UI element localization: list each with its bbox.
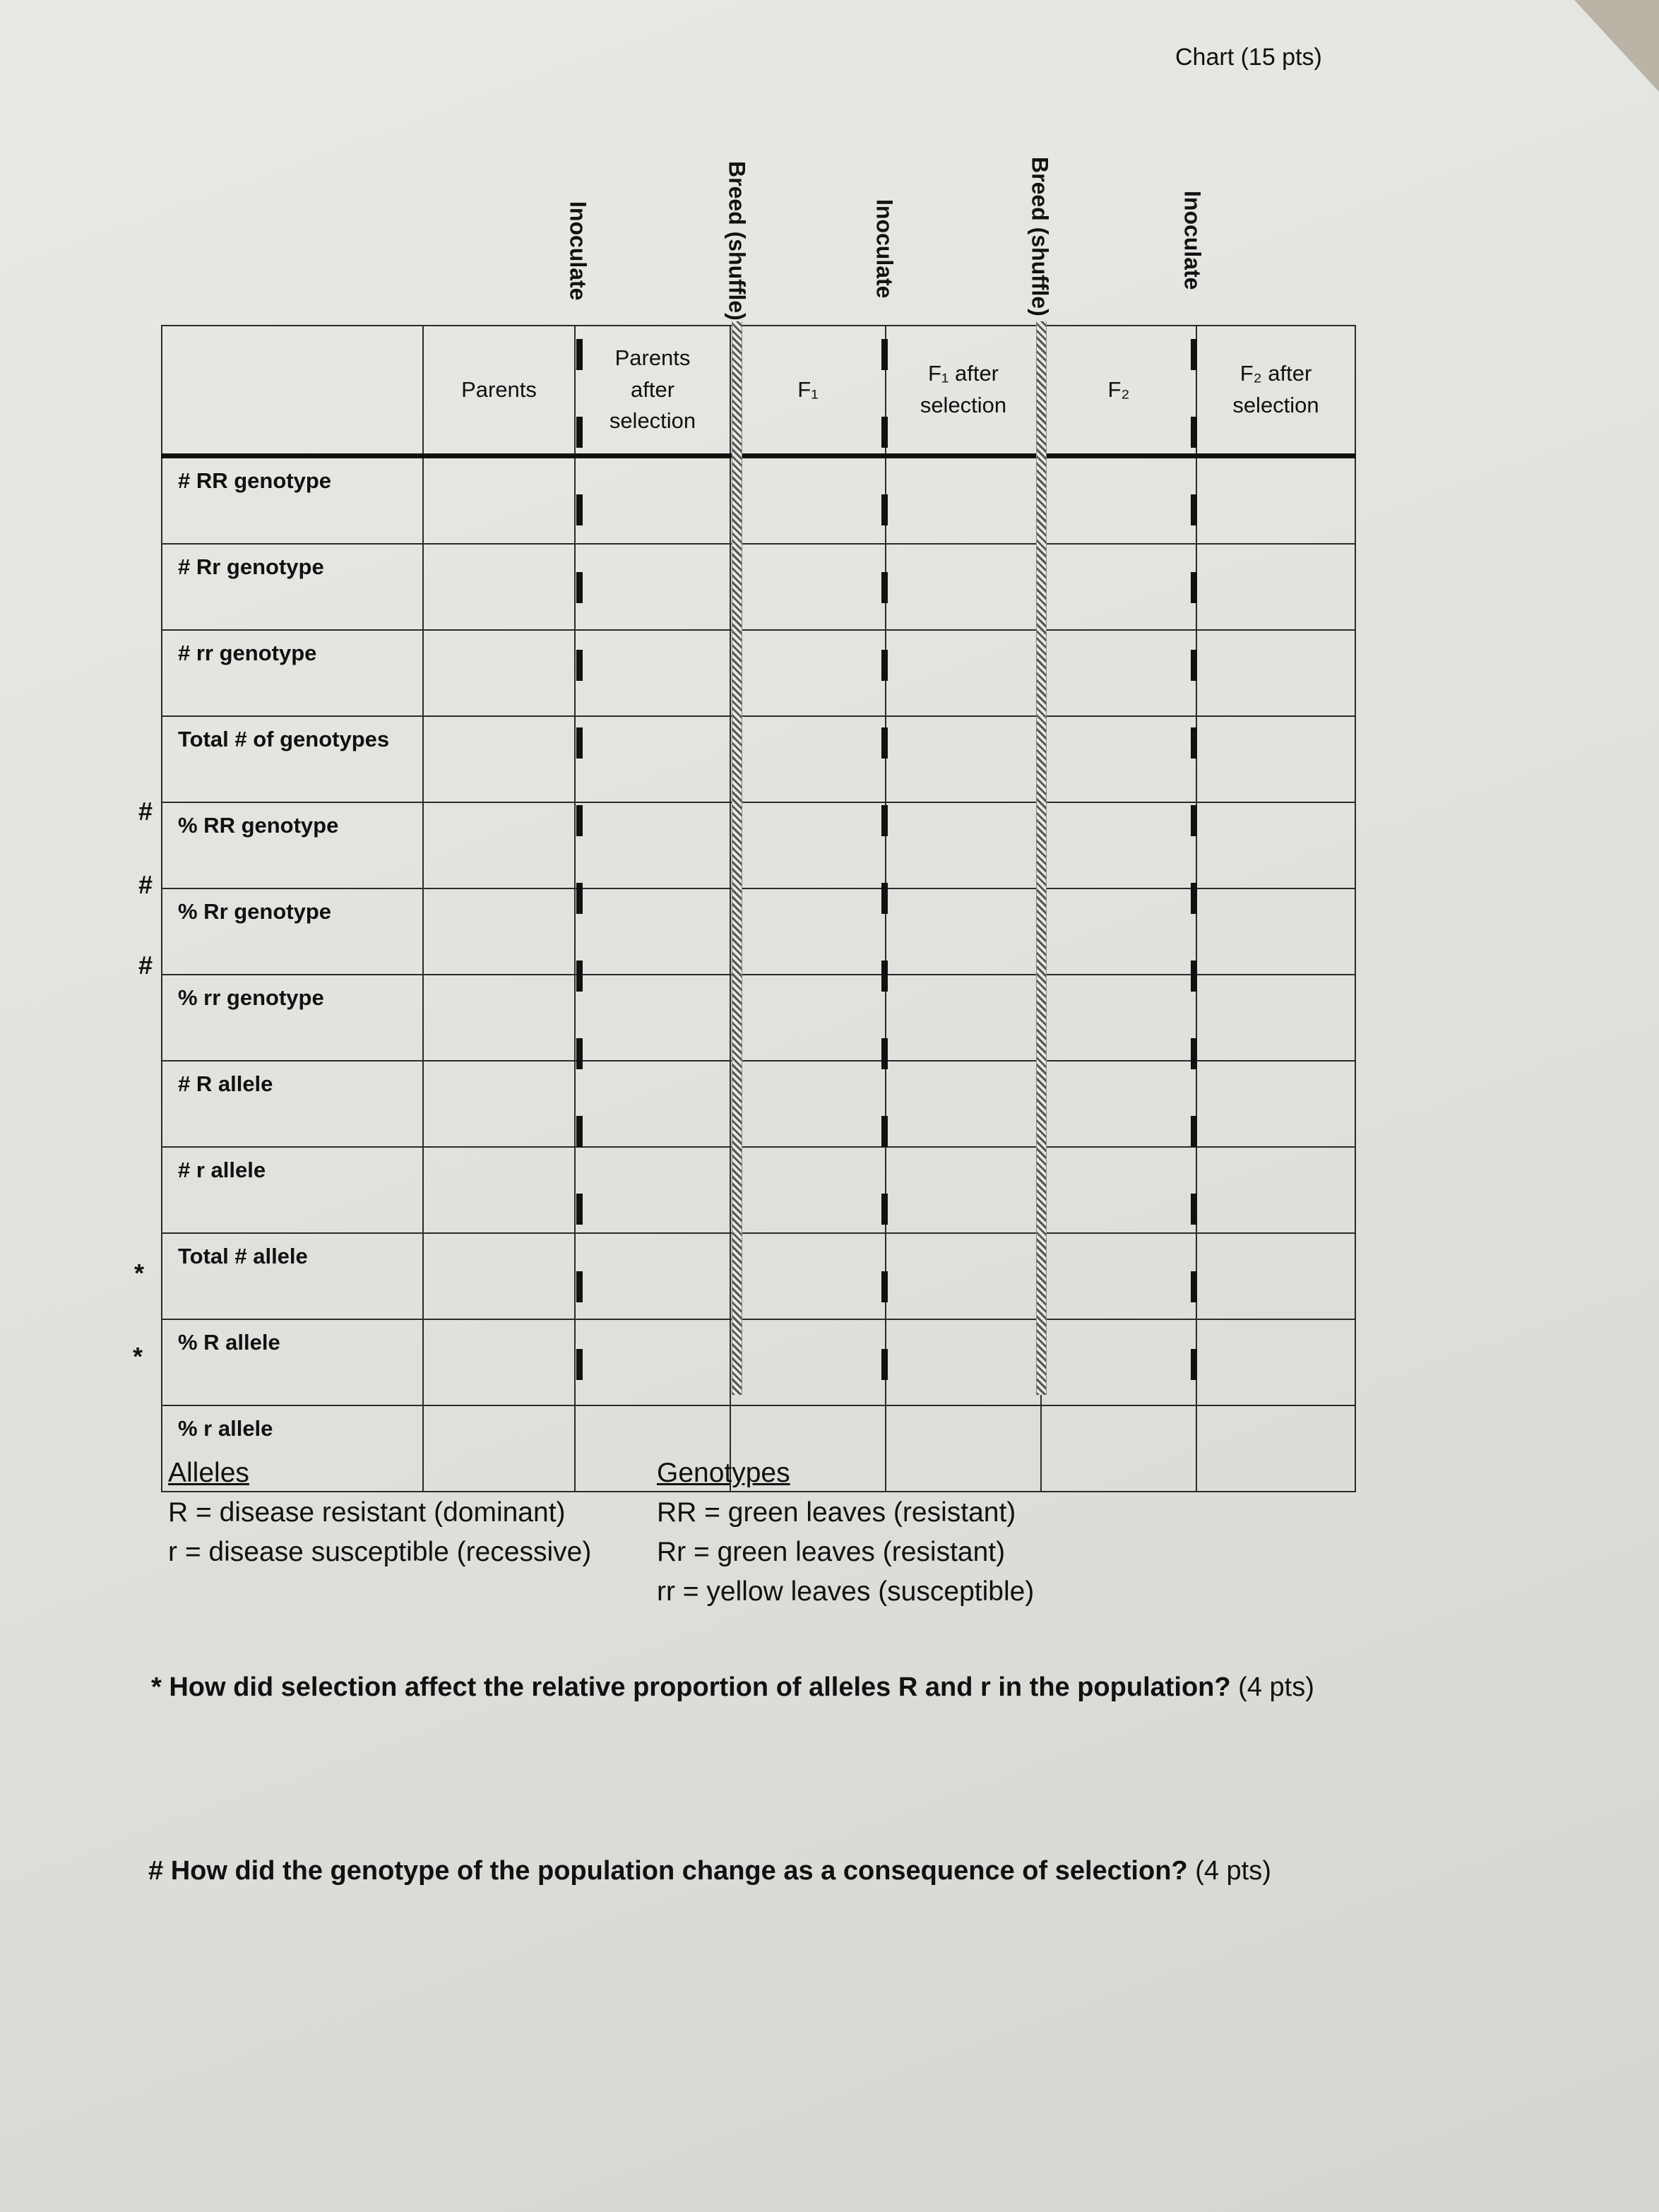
table-cell[interactable] — [575, 975, 730, 1061]
table-cell[interactable] — [1196, 802, 1355, 888]
table-row — [162, 716, 1355, 802]
inoculate-dashed-line-3 — [1191, 339, 1197, 1391]
table-cell[interactable] — [1196, 544, 1355, 630]
chart-title: Chart (15 pts) — [1175, 44, 1322, 71]
table-cell[interactable] — [886, 544, 1041, 630]
table-row — [162, 1233, 1355, 1319]
genotypes-legend-line: rr = yellow leaves (susceptible) — [657, 1576, 1035, 1607]
table-cell[interactable] — [1196, 1061, 1355, 1147]
table-cell[interactable] — [886, 975, 1041, 1061]
inoculate-dashed-line-2 — [881, 339, 888, 1391]
table-cell[interactable] — [730, 544, 886, 630]
row-label-r-dominant-allele-percent: % R allele — [162, 1319, 423, 1405]
question-genotype-change: # How did the genotype of the population change as a consequence of selection? (4 pts) — [148, 1856, 1271, 1886]
table-cell[interactable] — [730, 716, 886, 802]
header-f1-after-selection: F₁ after selection — [886, 326, 1041, 456]
table-cell[interactable] — [1041, 716, 1196, 802]
hash-marker: # — [138, 870, 153, 899]
table-cell[interactable] — [886, 1061, 1041, 1147]
breed-hatched-line-2 — [1036, 321, 1047, 1395]
table-cell[interactable] — [1196, 888, 1355, 975]
table-cell[interactable] — [575, 888, 730, 975]
table-row — [162, 802, 1355, 888]
table-cell[interactable] — [423, 888, 575, 975]
genotypes-legend — [657, 1453, 1034, 1612]
table-cell[interactable] — [886, 1147, 1041, 1233]
table-cell[interactable] — [730, 1319, 886, 1405]
table-cell[interactable] — [730, 1061, 886, 1147]
table-header-row — [162, 326, 1355, 456]
table-cell[interactable] — [575, 456, 730, 545]
inoculate-label-3: Inoculate — [1179, 191, 1206, 290]
table-row — [162, 975, 1355, 1061]
row-label-r-dominant-allele-count: # R allele — [162, 1061, 423, 1147]
table-cell[interactable] — [423, 1147, 575, 1233]
table-cell[interactable] — [730, 888, 886, 975]
table-cell[interactable] — [423, 544, 575, 630]
alleles-legend-line: R = disease resistant (dominant) — [168, 1497, 566, 1528]
alleles-legend — [168, 1453, 591, 1572]
star-marker: * — [133, 1342, 143, 1371]
table-cell[interactable] — [1041, 802, 1196, 888]
genotypes-legend-title: Genotypes — [657, 1458, 790, 1488]
table-row — [162, 544, 1355, 630]
table-cell[interactable] — [886, 888, 1041, 975]
table-row — [162, 1319, 1355, 1405]
table-cell[interactable] — [886, 716, 1041, 802]
question-points: (4 pts) — [1195, 1856, 1271, 1886]
table-cell[interactable] — [423, 716, 575, 802]
header-parents-after-selection: Parents after selection — [575, 326, 730, 456]
inoculate-dashed-line-1 — [576, 339, 583, 1391]
question-allele-proportion: * How did selection affect the relative proportion of alleles R and r in the population? (4 pts) — [151, 1672, 1314, 1702]
alleles-legend-title: Alleles — [168, 1458, 249, 1488]
table-cell[interactable] — [1041, 544, 1196, 630]
table-cell[interactable] — [423, 1061, 575, 1147]
table-cell[interactable] — [423, 1319, 575, 1405]
genetics-chart-table — [161, 325, 1356, 1492]
table-cell[interactable] — [1041, 456, 1196, 545]
table-cell[interactable] — [575, 544, 730, 630]
row-label-r-recessive-allele-count: # r allele — [162, 1147, 423, 1233]
table-cell[interactable] — [423, 456, 575, 545]
table-row — [162, 888, 1355, 975]
table-cell[interactable] — [1196, 630, 1355, 716]
table-cell[interactable] — [1196, 456, 1355, 545]
table-cell[interactable] — [423, 975, 575, 1061]
table-cell[interactable] — [1041, 888, 1196, 975]
table-cell[interactable] — [575, 1233, 730, 1319]
table-row — [162, 456, 1355, 545]
table-cell[interactable] — [1041, 1319, 1196, 1405]
table-cell[interactable] — [1041, 975, 1196, 1061]
table-cell[interactable] — [1041, 1405, 1196, 1492]
table-cell[interactable] — [1196, 1319, 1355, 1405]
table-cell[interactable] — [730, 1147, 886, 1233]
table-cell[interactable] — [1041, 1147, 1196, 1233]
row-label-r-recessive-allele-percent: % r allele — [162, 1405, 423, 1492]
row-label-total-alleles: Total # allele — [162, 1233, 423, 1319]
table-cell[interactable] — [730, 456, 886, 545]
table-cell[interactable] — [1196, 1405, 1355, 1492]
table-row — [162, 630, 1355, 716]
table-cell[interactable] — [1196, 1147, 1355, 1233]
table-cell[interactable] — [730, 630, 886, 716]
table-cell[interactable] — [1041, 1061, 1196, 1147]
genotypes-legend-line: RR = green leaves (resistant) — [657, 1497, 1016, 1528]
table-cell[interactable] — [575, 802, 730, 888]
table-cell[interactable] — [423, 802, 575, 888]
hash-marker: # — [138, 797, 153, 826]
table-cell[interactable] — [1041, 1233, 1196, 1319]
table-cell[interactable] — [886, 1233, 1041, 1319]
question-points: (4 pts) — [1238, 1672, 1314, 1702]
genotypes-legend-line: Rr = green leaves (resistant) — [657, 1537, 1006, 1567]
table-cell[interactable] — [730, 802, 886, 888]
table-cell[interactable] — [423, 630, 575, 716]
table-cell[interactable] — [1196, 716, 1355, 802]
breed-hatched-line-1 — [732, 321, 742, 1395]
row-label-rr-genotype-percent: % RR genotype — [162, 802, 423, 888]
row-label-rr-het-genotype-count: # Rr genotype — [162, 544, 423, 630]
breed-shuffle-label-2: Breed (shuffle) — [1027, 157, 1053, 316]
row-label-rr-recessive-genotype-count: # rr genotype — [162, 630, 423, 716]
inoculate-label-2: Inoculate — [872, 199, 898, 299]
table-cell[interactable] — [575, 1147, 730, 1233]
header-blank-cell — [162, 326, 423, 456]
header-f1: F₁ — [730, 326, 886, 456]
table-row — [162, 1147, 1355, 1233]
table-cell[interactable] — [886, 456, 1041, 545]
table-cell[interactable] — [886, 802, 1041, 888]
header-parents: Parents — [423, 326, 575, 456]
breed-shuffle-label-1: Breed (shuffle) — [724, 161, 750, 321]
header-f2: F₂ — [1041, 326, 1196, 456]
table-cell[interactable] — [1041, 630, 1196, 716]
table-cell[interactable] — [575, 716, 730, 802]
table-cell[interactable] — [886, 630, 1041, 716]
inoculate-label-1: Inoculate — [565, 201, 591, 301]
alleles-legend-line: r = disease susceptible (recessive) — [168, 1537, 592, 1567]
hash-marker: # — [138, 951, 153, 980]
table-row — [162, 1061, 1355, 1147]
row-label-rr-genotype-count: # RR genotype — [162, 456, 423, 545]
table-cell[interactable] — [575, 630, 730, 716]
page-corner-shadow — [1574, 0, 1659, 92]
table-cell[interactable] — [730, 975, 886, 1061]
table-cell[interactable] — [1196, 1233, 1355, 1319]
table-cell[interactable] — [730, 1233, 886, 1319]
row-label-total-genotypes: Total # of genotypes — [162, 716, 423, 802]
star-marker: * — [134, 1259, 145, 1288]
table-cell[interactable] — [886, 1319, 1041, 1405]
row-label-rr-recessive-genotype-percent: % rr genotype — [162, 975, 423, 1061]
table-cell[interactable] — [575, 1061, 730, 1147]
table-cell[interactable] — [1196, 975, 1355, 1061]
row-label-rr-het-genotype-percent: % Rr genotype — [162, 888, 423, 975]
header-f2-after-selection: F₂ after selection — [1196, 326, 1355, 456]
table-cell[interactable] — [575, 1319, 730, 1405]
table-cell[interactable] — [423, 1233, 575, 1319]
